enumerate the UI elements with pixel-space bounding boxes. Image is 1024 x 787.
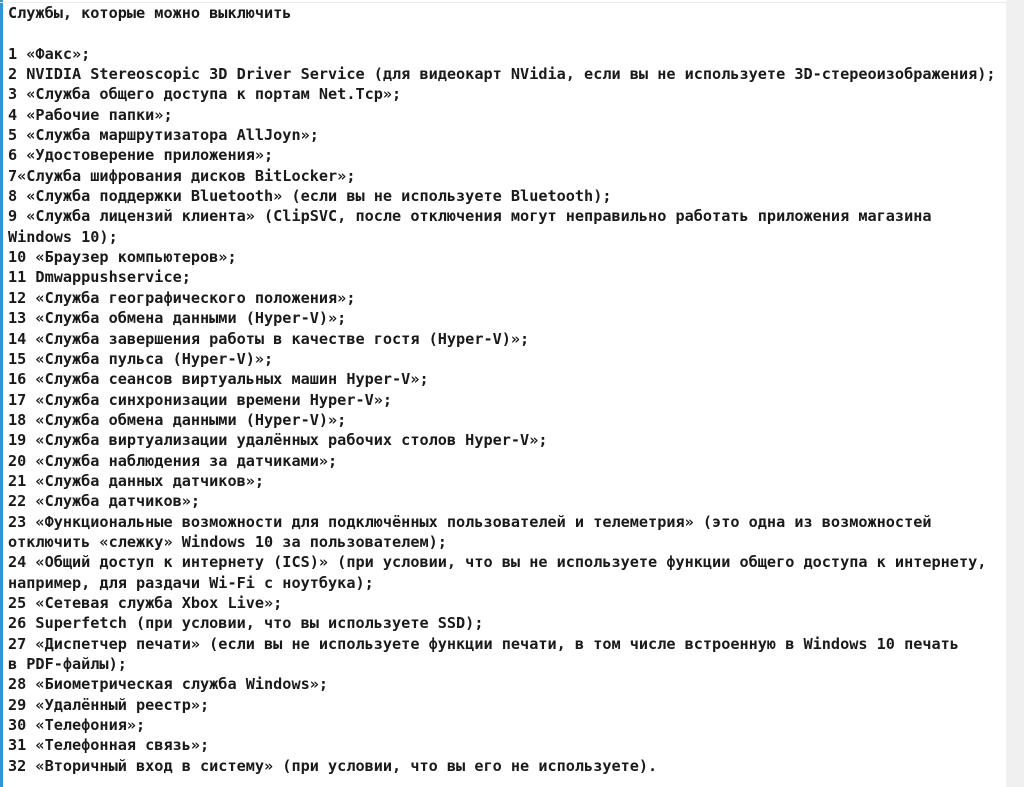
- service-list-item: 10 «Браузер компьютеров»;: [8, 248, 237, 267]
- page-title: Службы, которые можно выключить: [8, 4, 292, 22]
- service-list-item: 14 «Служба завершения работы в качестве гостя (Hyper-V)»;: [8, 329, 530, 348]
- left-accent-border: [0, 0, 3, 787]
- service-list-item: 3 «Служба общего доступа к портам Net.Tcp»;: [8, 85, 402, 104]
- services-list: [8, 44, 998, 776]
- service-list-item: 13 «Служба обмена данными (Hyper-V)»;: [8, 309, 347, 328]
- service-list-item: 4 «Рабочие папки»;: [8, 105, 173, 124]
- blank-line: [8, 23, 998, 43]
- service-list-item: 8 «Служба поддержки Bluetooth» (если вы не используете Bluetooth);: [8, 187, 612, 206]
- service-list-item: 15 «Служба пульса (Hyper-V)»;: [8, 349, 274, 368]
- service-list-item: 22 «Служба датчиков»;: [8, 492, 201, 511]
- service-list-item: 9 «Служба лицензий клиента» (ClipSVC, после отключения могут неправильно работать приложения магазина Windows 10);: [8, 207, 941, 246]
- service-list-item: 19 «Служба виртуализации удалённых рабочих столов Hyper-V»;: [8, 431, 548, 450]
- service-list-item: 17 «Служба синхронизации времени Hyper-V»;: [8, 390, 393, 409]
- service-list-item: 2 NVIDIA Stereoscopic 3D Driver Service (для видеокарт NVidia, если вы не используете 3D-стереоизображения);: [8, 65, 996, 84]
- service-list-item: 25 «Сетевая служба Xbox Live»;: [8, 593, 283, 612]
- service-list-item: 32 «Вторичный вход в систему» (при условии, что вы его не используете).: [8, 756, 658, 775]
- service-list-item: 18 «Служба обмена данными (Hyper-V)»;: [8, 410, 347, 429]
- service-list-item: 23 «Функциональные возможности для подключённых пользователей и телеметрия» (это одна из возможностей отключить «слежку» Windows 10 за пользователем);: [8, 512, 941, 551]
- service-list-item: 1 «Факс»;: [8, 44, 91, 63]
- service-list-item: 26 Superfetch (при условии, что вы используете SSD);: [8, 614, 484, 633]
- service-list-item: 6 «Удостоверение приложения»;: [8, 146, 274, 165]
- service-list-item: 11 Dmwappushservice;: [8, 268, 191, 287]
- scrollbar-track[interactable]: [1006, 0, 1024, 787]
- service-list-item: 5 «Служба маршрутизатора AllJoyn»;: [8, 126, 319, 145]
- service-list-item: 21 «Служба данных датчиков»;: [8, 471, 265, 490]
- service-list-item: 24 «Общий доступ к интернету (ICS)» (при условии, что вы не используете функции общего доступа к интернету, например, для раздачи Wi-Fi с ноутбука);: [8, 553, 996, 592]
- service-list-item: 29 «Удалённый реестр»;: [8, 695, 210, 714]
- service-list-item: 27 «Диспетчер печати» (если вы не используете функции печати, в том числе встроенную в Windows 10 печать в PDF-файлы);: [8, 634, 969, 673]
- service-list-item: 20 «Служба наблюдения за датчиками»;: [8, 451, 338, 470]
- service-list-item: 16 «Служба сеансов виртуальных машин Hyper-V»;: [8, 370, 429, 389]
- service-list-item: 30 «Телефония»;: [8, 716, 146, 735]
- service-list-item: 12 «Служба географического положения»;: [8, 288, 356, 307]
- service-list-item: 28 «Биометрическая служба Windows»;: [8, 675, 329, 694]
- service-list-item: 31 «Телефонная связь»;: [8, 736, 210, 755]
- service-list-item: 7«Служба шифрования дисков BitLocker»;: [8, 166, 356, 185]
- services-document: [8, 3, 998, 776]
